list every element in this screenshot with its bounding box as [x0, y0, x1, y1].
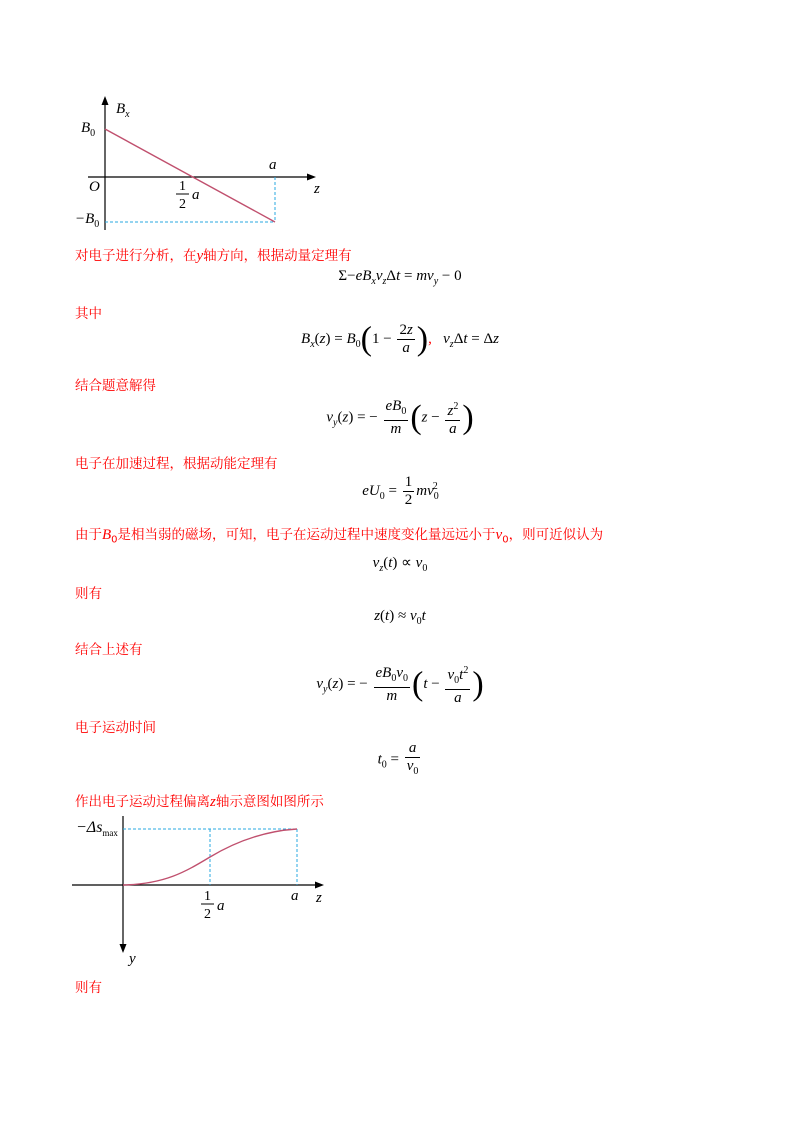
fig2-y-arrow: [120, 944, 127, 953]
paragraph-combine: 结合上述有: [75, 642, 143, 658]
equation-momentum: $\Sigma-eB_xv_z\Delta t = mv_y - 0$: [338, 268, 462, 287]
fig1-y-arrow: [102, 96, 109, 105]
fig1-origin-label: O: [89, 179, 100, 195]
equation-kinetic-energy: $eU_0$ = $\frac{1}{2}$ $mv_0^2$: [362, 474, 439, 508]
fig1-x-label: z: [314, 181, 320, 197]
fig2-x-arrow: [315, 882, 324, 889]
fig1-tick-a: a: [269, 157, 277, 173]
paragraph-then-final: 则有: [75, 980, 102, 996]
fig1-half-num: 1: [179, 179, 186, 194]
fig1-half-var: a: [192, 187, 200, 203]
equation-vz-approx: $v_z(t) \propto v_0$: [372, 555, 428, 574]
equation-t0: $t_0$ = $\frac{a}{v_0}$: [377, 740, 419, 777]
fig2-tick-a: a: [291, 888, 299, 904]
figure-bx-vs-z: [70, 90, 350, 235]
fig2-tick-ds-max: $-\Delta s_{max}$: [76, 819, 118, 838]
fig2-half-var: a: [217, 898, 225, 914]
fig1-y-label: $B_x$: [116, 101, 130, 120]
fig1-x-arrow: [307, 174, 316, 181]
fig1-bx-line: [105, 129, 275, 222]
fig2-x-label: z: [316, 890, 322, 906]
paragraph-then: 则有: [75, 586, 102, 602]
equation-vy-t: $v_y(z)$ = − $\frac{eB_0v_0}{m}$ (t − $\frac{v_0t^2}{a}$ ): [0, 662, 800, 707]
paragraph-solve: 结合题意解得: [75, 378, 156, 394]
fig2-half-den: 2: [204, 907, 211, 922]
equation-vy-z: $v_y(z)$ = − $\frac{eB_0}{m}$ (z − $\frac{z^2}{a}$ ): [326, 398, 474, 437]
paragraph-where: 其中: [75, 306, 102, 322]
paragraph-acceleration: 电子在加速过程，根据动能定理有: [75, 456, 278, 472]
equation-bx-definition: $B_x(z) = B_0(1$ − $\frac{2z}{a}$ ), $v_z\Delta t = \Delta z$: [301, 320, 499, 358]
fig2-y-label: y: [129, 951, 136, 967]
paragraph-motion-time: 电子运动时间: [75, 720, 156, 736]
paragraph-deviation-figure: 作出电子运动过程偏离z轴示意图如图所示: [75, 794, 324, 810]
equation-z-t: $z(t) \approx v_0t$: [374, 608, 426, 627]
fig2-half-num: 1: [204, 889, 211, 904]
fig1-tick-b0: $B_0$: [81, 120, 96, 139]
fig1-half-den: 2: [179, 197, 186, 212]
fig1-tick-neg-b0: $-B_0$: [75, 211, 100, 230]
paragraph-weak-field: 由于$B_0$是相当弱的磁场，可知，电子在运动过程中速度变化量远远小于$v_0$，则可近似认为: [75, 527, 604, 546]
figure-deviation-vs-z: [70, 812, 350, 972]
paragraph-y-momentum: 对电子进行分析，在y轴方向，根据动量定理有: [75, 248, 352, 264]
